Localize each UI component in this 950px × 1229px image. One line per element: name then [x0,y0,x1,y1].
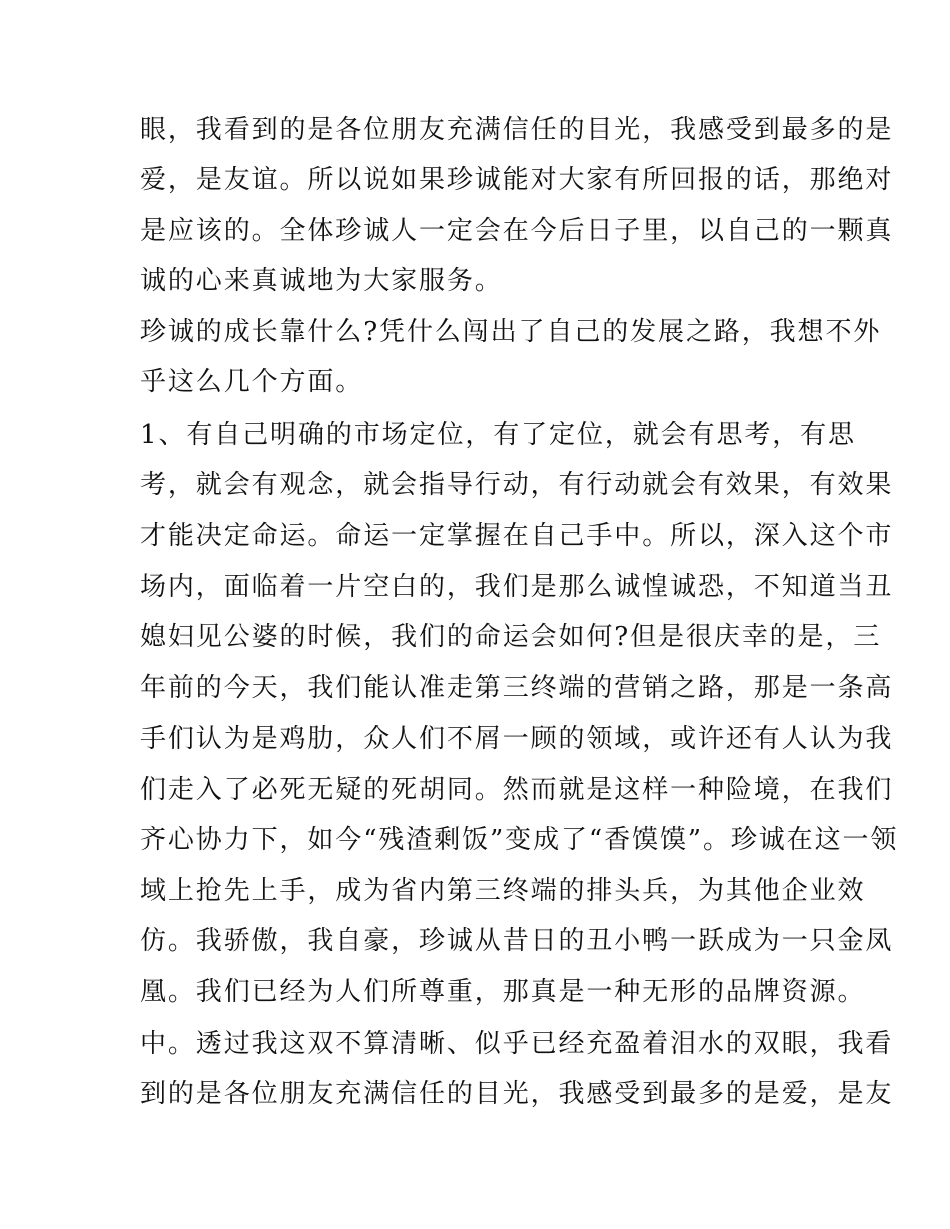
text-line: 手们认为是鸡肋，众人们不屑一顾的领域，或许还有人认为我 [140,724,894,754]
text-line: 眼，我看到的是各位朋友充满信任的目光，我感受到最多的是 [140,115,894,145]
text-line: 1、有自己明确的市场定位，有了定位，就会有思考，有思 [140,420,856,450]
text-line: 珍诚的成长靠什么?凭什么闯出了自己的发展之路，我想不外 [140,317,882,347]
text-line: 中。透过我这双不算清晰、似乎已经充盈着泪水的双眼，我看 [140,1029,894,1059]
text-line: 是应该的。全体珍诚人一定会在今后日子里，以自己的一颗真 [140,216,894,246]
text-line: 年前的今天，我们能认准走第三终端的营销之路，那是一条高 [140,673,894,703]
text-line: 考，就会有观念，就会指导行动，有行动就会有效果，有效果 [140,470,894,500]
text-line: 场内，面临着一片空白的，我们是那么诚惶诚恐，不知道当丑 [140,572,894,602]
text-line: 乎这么几个方面。 [140,367,364,397]
text-line: 域上抢先上手，成为省内第三终端的排头兵，为其他企业效 [140,876,866,906]
text-line: 齐心协力下，如今“残渣剩饭”变成了“香馍馍”。珍诚在这一领 [140,825,899,855]
text-line: 诚的心来真诚地为大家服务。 [140,266,503,296]
text-line: 媳妇见公婆的时候，我们的命运会如何?但是很庆幸的是，三 [140,622,882,652]
text-line: 到的是各位朋友充满信任的目光，我感受到最多的是爱，是友 [140,1079,894,1109]
text-line: 们走入了必死无疑的死胡同。然而就是这样一种险境，在我们 [140,775,894,805]
text-line: 爱，是友谊。所以说如果珍诚能对大家有所回报的话，那绝对 [140,165,894,195]
text-line: 仿。我骄傲，我自豪，珍诚从昔日的丑小鸭一跃成为一只金凤 [140,926,894,956]
text-line: 才能决定命运。命运一定掌握在自己手中。所以，深入这个市 [140,521,894,551]
text-line: 凰。我们已经为人们所尊重，那真是一种无形的品牌资源。 [140,977,866,1007]
